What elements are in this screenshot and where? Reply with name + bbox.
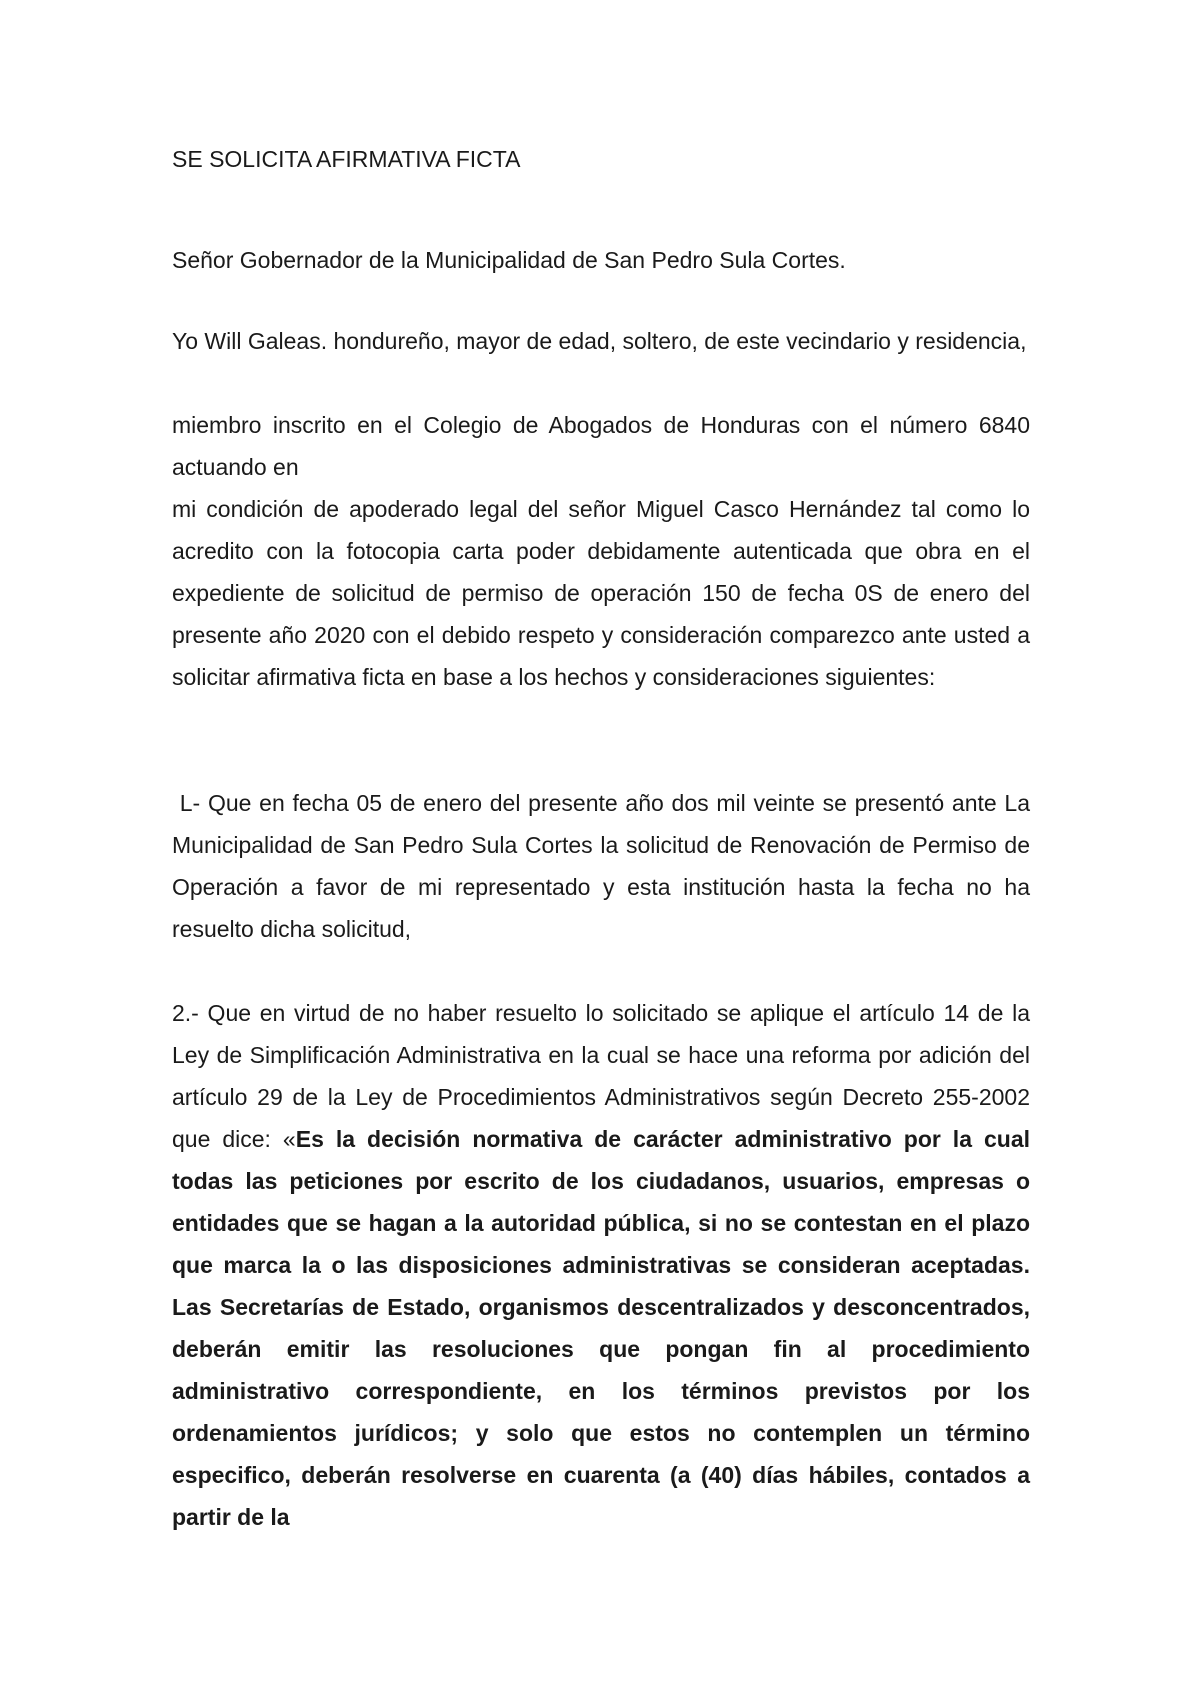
paragraph-fact-1: L- Que en fecha 05 de enero del presente año dos mil veinte se presentó ante La Municipalidad de San Pedro Sula Cortes la solicitud de Renovación de Permiso de Operación a favor de mi representado y esta institución hasta la fecha no ha resuelto dicha solicitud, [172,790,1037,942]
paragraph-condition: mi condición de apoderado legal del señor Miguel Casco Hernández tal como lo acredito con la fotocopia carta poder debidamente autenticada que obra en el expediente de solicitud de permiso de operación 150 de fecha 0S de enero del presente año 2020 con el debido respeto y consideración comparezco ante usted a solicitar afirmativa ficta en base a los hechos y consideraciones siguientes: [172,496,1030,690]
paragraph-fact-2-text: 2.- Que en virtud de no haber resuelto lo solicitado se aplique el artículo 14 de la Ley de Simplificación Administrativa en la cual se hace una reforma por adición del artículo 29 de la Ley de Procedimientos Administrativos según Decreto 255-2002 que dice: « [172,1000,1030,1152]
paragraph-intro: Yo Will Galeas. hondureño, mayor de edad, soltero, de este vecindario y residencia, [172,328,1027,354]
addressee-line: Señor Gobernador de la Municipalidad de San Pedro Sula Cortes. [172,247,846,273]
quoted-law-text: Es la decisión normativa de carácter administrativo por la cual todas las peticiones por escrito de los ciudadanos, usuarios, empresas o entidades que se hagan a la autoridad pública, si no se contestan en el plazo que marca la o las disposiciones administrativas se consideran aceptadas. Las Secretarías de Estado, organismos descentralizados y desconcentrados, deberán emitir las resoluciones que pongan fin al procedimiento administrativo correspondiente, en los términos previstos por los ordenamientos jurídicos; y solo que estos no contemplen un término especifico, deberán resolverse en cuarenta (a (40) días hábiles, contados a partir de la [172,1126,1030,1530]
paragraph-membership: miembro inscrito en el Colegio de Abogados de Honduras con el número 6840 actuando en [172,412,1030,480]
paragraph-fact-2 [172,992,1030,1538]
document-title: SE SOLICITA AFIRMATIVA FICTA [172,146,521,172]
